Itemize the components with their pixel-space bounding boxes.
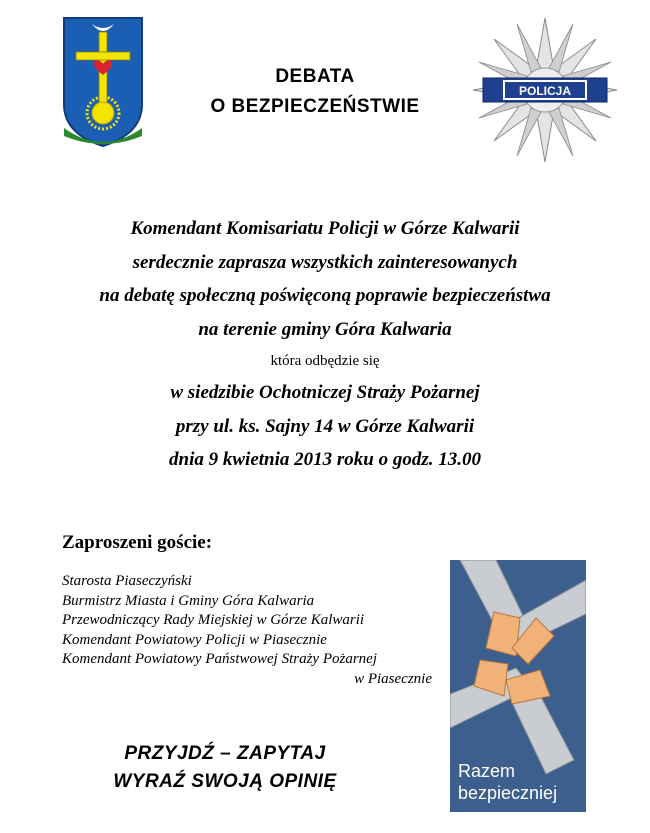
invitation-line-2: serdecznie zaprasza wszystkich zainteresowanych xyxy=(132,251,518,273)
guest-item: Komendant Powiatowy Policji w Piasecznie xyxy=(62,631,327,648)
coat-of-arms-logo xyxy=(62,16,144,148)
razem-bezpieczniej-logo xyxy=(450,560,586,812)
invitation-connector: która odbędzie się xyxy=(270,353,380,369)
title-line-2: O BEZPIECZEŃSTWIE xyxy=(210,96,420,117)
campaign-logo-line-2: bezpieczniej xyxy=(458,783,558,803)
title-line-1: DEBATA xyxy=(275,66,355,87)
slogan-line-1: PRZYJDŹ – ZAPYTAJ xyxy=(124,743,326,764)
police-badge-text: POLICJA xyxy=(518,84,572,98)
invitation-text xyxy=(40,212,610,477)
event-title xyxy=(150,62,480,122)
slogan-line-2: WYRAŹ SWOJĄ OPINIĘ xyxy=(113,771,337,792)
guest-item: Przewodniczący Rady Miejskiej w Górze Kalwarii xyxy=(62,612,365,628)
guest-item-suffix: w Piasecznie xyxy=(354,670,432,687)
venue-line-1: w siedzibie Ochotniczej Straży Pożarnej xyxy=(170,382,480,403)
police-badge-logo xyxy=(469,16,621,164)
invitation-line-3: na debatę społeczną poświęconą poprawie bezpieczeństwa xyxy=(99,285,551,306)
guests-heading: Zaproszeni goście: xyxy=(62,532,213,553)
campaign-logo-text xyxy=(458,760,557,804)
invitation-line-4: na terenie gminy Góra Kalwaria xyxy=(198,318,452,340)
slogan xyxy=(70,740,380,796)
guest-item: Komendant Powiatowy Państwowej Straży Pożarnej xyxy=(62,651,377,667)
venue-line-2: przy ul. ks. Sajny 14 w Górze Kalwarii xyxy=(175,415,475,437)
guests-list xyxy=(62,572,432,689)
invitation-line-1: Komendant Komisariatu Policji w Górze Kalwarii xyxy=(130,218,520,239)
venue-line-3: dnia 9 kwietnia 2013 roku o godz. 13.00 xyxy=(169,449,481,470)
campaign-logo-line-1: Razem xyxy=(458,761,516,781)
guest-item: Burmistrz Miasta i Gminy Góra Kalwaria xyxy=(62,592,315,609)
guest-item: Starosta Piaseczyński xyxy=(62,573,192,589)
